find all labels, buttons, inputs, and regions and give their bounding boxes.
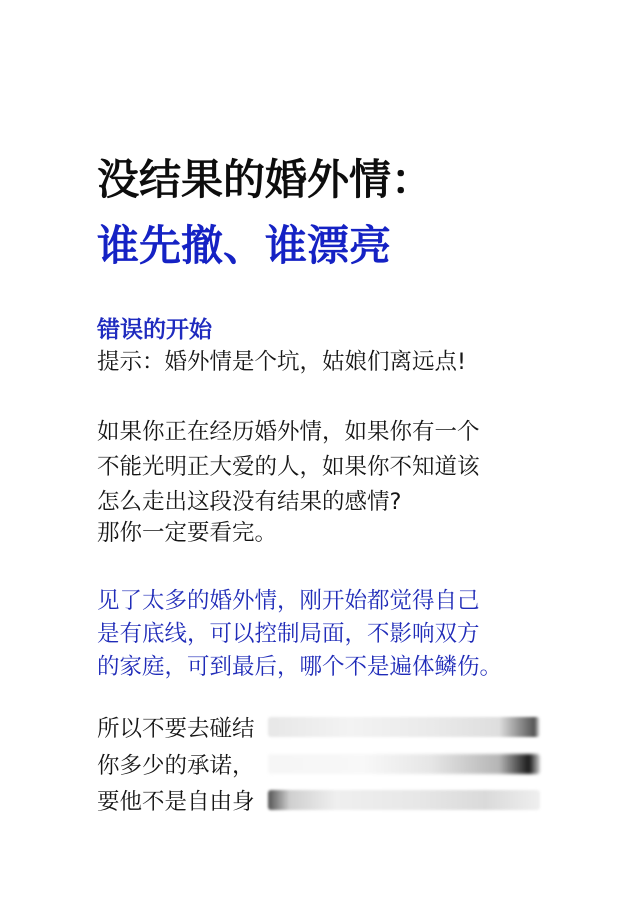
section-heading: 错误的开始 bbox=[97, 317, 212, 343]
paragraph1-line-2: 不能光明正大爱的人，如果你不知道该 bbox=[97, 454, 480, 480]
paragraph3-line-3: 要他不是自由身 bbox=[97, 789, 255, 815]
title-line-1: 没结果的婚外情： bbox=[97, 155, 434, 204]
paragraph1-line-4: 那你一定要看完。 bbox=[97, 520, 278, 546]
paragraph1-line-1: 如果你正在经历婚外情，如果你有一个 bbox=[97, 419, 480, 445]
paragraph3-line-2: 你多少的承诺， bbox=[97, 753, 255, 779]
paragraph2-line-2: 是有底线，可以控制局面，不影响双方 bbox=[97, 621, 480, 647]
paragraph3-line-1: 所以不要去碰结 bbox=[97, 716, 255, 742]
paragraph2-line-3: 的家庭，可到最后，哪个不是遍体鳞伤。 bbox=[97, 654, 503, 680]
blurred-text-overlay-2 bbox=[268, 754, 540, 774]
blurred-text-overlay-1 bbox=[268, 717, 540, 737]
paragraph1-line-3: 怎么走出这段没有结果的感情? bbox=[97, 489, 402, 515]
title-line-2: 谁先撤、谁漂亮 bbox=[97, 221, 392, 270]
blurred-text-overlay-3 bbox=[268, 790, 540, 810]
paragraph2-line-1: 见了太多的婚外情，刚开始都觉得自己 bbox=[97, 588, 480, 614]
tip-text: 提示：婚外情是个坑，姑娘们离远点! bbox=[97, 349, 467, 375]
